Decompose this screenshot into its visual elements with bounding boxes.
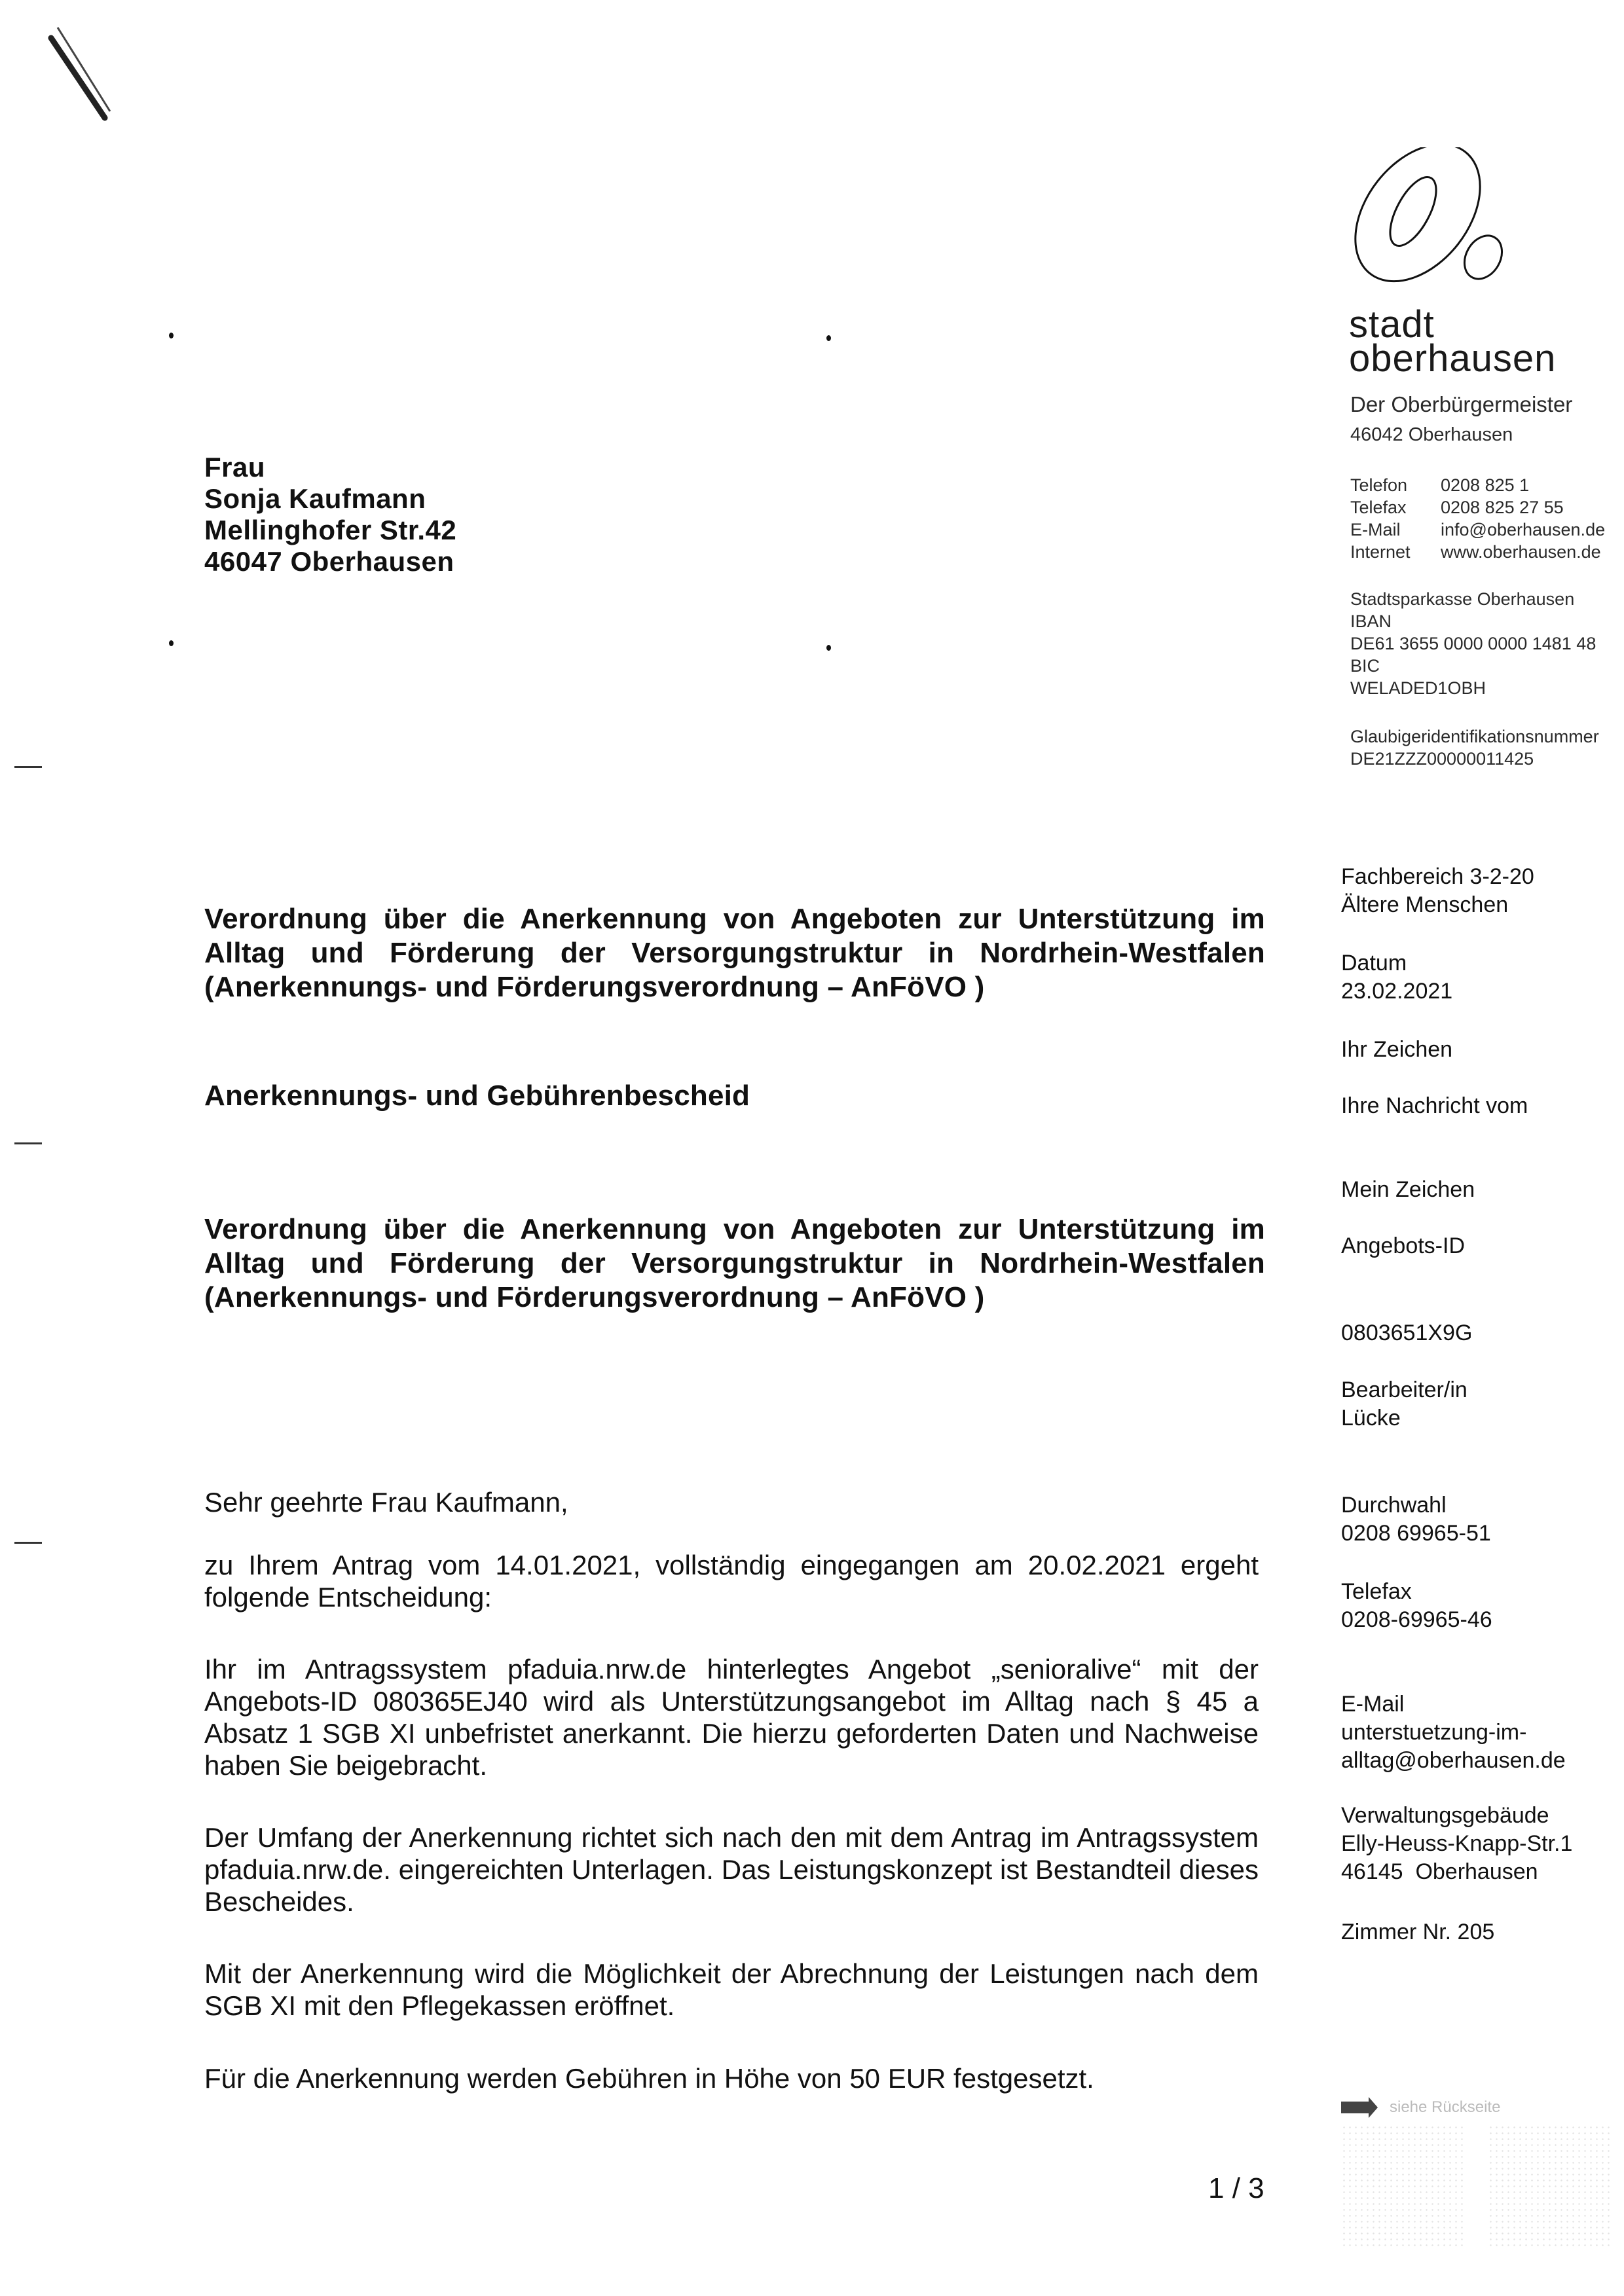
creditor-label: Glaubigeridentifikationsnummer bbox=[1350, 727, 1599, 746]
fold-mark bbox=[826, 335, 831, 341]
arrow-right-icon bbox=[1341, 2102, 1369, 2113]
fax-label: Telefax bbox=[1341, 1579, 1412, 1604]
iban-label: IBAN bbox=[1350, 611, 1392, 631]
contact-email-link[interactable]: info@oberhausen.de bbox=[1441, 520, 1606, 539]
paragraph-1-text: zu Ihrem Antrag vom 14.01.2021, vollständig eingegangen am 20.02.2021 ergeht folgende Entscheidung: bbox=[204, 1550, 1259, 1613]
creditor-value: DE21ZZZ00000011425 bbox=[1350, 749, 1534, 769]
email-label: E-Mail bbox=[1341, 1692, 1405, 1717]
building-block bbox=[1341, 1802, 1572, 1886]
clerk-block bbox=[1341, 1376, 1467, 1432]
room-number: Zimmer Nr. 205 bbox=[1341, 1920, 1495, 1944]
scan-noise bbox=[1488, 2124, 1612, 2249]
notice-title: Anerkennungs- und Gebührenbescheid bbox=[204, 1080, 750, 1112]
direct-dial-value: 0208 69965-51 bbox=[1341, 1521, 1491, 1546]
punch-mark bbox=[14, 1142, 42, 1144]
offer-id-value: 0803651X9G bbox=[1341, 1321, 1473, 1345]
department-block bbox=[1341, 863, 1534, 919]
clerk-label: Bearbeiter/in bbox=[1341, 1377, 1467, 1402]
recipient-name: Sonja Kaufmann bbox=[204, 483, 426, 514]
paragraph-4 bbox=[204, 1958, 1259, 2022]
date-label: Datum bbox=[1341, 951, 1407, 975]
bic-value: WELADED1OBH bbox=[1350, 678, 1486, 698]
fax-value: 0208-69965-46 bbox=[1341, 1607, 1492, 1632]
direct-dial-block bbox=[1341, 1491, 1491, 1548]
staple-mark-icon bbox=[39, 13, 118, 124]
contact-label: Telefax bbox=[1350, 498, 1407, 517]
brand-line-2: oberhausen bbox=[1349, 337, 1557, 380]
building-city: 46145 Oberhausen bbox=[1341, 1859, 1538, 1884]
department-sub: Ältere Menschen bbox=[1341, 892, 1509, 917]
recipient-address bbox=[204, 452, 456, 577]
recipient-salutation: Frau bbox=[204, 452, 266, 483]
greeting-text: Sehr geehrte Frau Kaufmann, bbox=[204, 1487, 568, 1518]
email-line-2: alltag@oberhausen.de bbox=[1341, 1748, 1566, 1773]
regulation-title-2: Verordnung über die Anerkennung von Angeboten zur Unterstützung im Alltag und Förderung der Versorgungstruktur in Nordrhein-Westfalen (Anerkennungs- und Förderungsverordnung – AnFöVO ) bbox=[204, 1213, 1265, 1313]
contact-fax: 0208 825 27 55 bbox=[1441, 498, 1564, 517]
email-line-1: unterstuetzung-im- bbox=[1341, 1720, 1527, 1745]
see-back-label: siehe Rückseite bbox=[1390, 2098, 1501, 2116]
offer-id-label: Angebots-ID bbox=[1341, 1233, 1465, 1258]
direct-dial-label: Durchwahl bbox=[1341, 1493, 1447, 1518]
paragraph-4-text: Mit der Anerkennung wird die Möglichkeit der Abrechnung der Leistungen nach dem SGB XI mit den Pflegekassen eröffnet. bbox=[204, 1958, 1259, 2021]
punch-mark bbox=[14, 766, 42, 768]
paragraph-5-text: Für die Anerkennung werden Gebühren in Höhe von 50 EUR festgesetzt. bbox=[204, 2063, 1094, 2094]
paragraph-3-text: Der Umfang der Anerkennung richtet sich nach den mit dem Antrag im Antragssystem pfaduia.nrw.de. eingereichten Unterlagen. Das Leistungskonzept ist Bestandteil dieses Bescheides. bbox=[204, 1822, 1259, 1917]
paragraph-3 bbox=[204, 1821, 1259, 1918]
paragraph-2-text: Ihr im Antragssystem pfaduia.nrw.de hinterlegtes Angebot „senioralive“ mit der Angebots-ID 080365EJ40 wird als Unterstützungsangebot im Alltag nach § 45 a Absatz 1 SGB XI unbefristet anerkannt. Die hierzu geforderten Daten und Nachweise haben Sie beigebracht. bbox=[204, 1654, 1259, 1781]
city-brand bbox=[1349, 303, 1557, 380]
clerk-name: Lücke bbox=[1341, 1406, 1401, 1430]
my-ref-label: Mein Zeichen bbox=[1341, 1177, 1475, 1202]
contact-phone: 0208 825 1 bbox=[1441, 475, 1530, 495]
scan-noise bbox=[1341, 2124, 1466, 2249]
email-link[interactable] bbox=[1341, 1719, 1566, 1775]
contact-label: Internet bbox=[1350, 542, 1411, 562]
sender-office bbox=[1350, 392, 1572, 448]
date-value: 23.02.2021 bbox=[1341, 979, 1453, 1004]
building-street: Elly-Heuss-Knapp-Str.1 bbox=[1341, 1831, 1573, 1856]
contact-label: E-Mail bbox=[1350, 520, 1401, 539]
fax-block bbox=[1341, 1578, 1492, 1634]
email-block bbox=[1341, 1690, 1566, 1775]
paragraph-5 bbox=[204, 2062, 1259, 2094]
recipient-street: Mellinghofer Str.42 bbox=[204, 515, 457, 545]
fold-mark bbox=[169, 333, 174, 338]
fold-mark bbox=[169, 640, 174, 646]
sender-contact bbox=[1350, 474, 1605, 563]
office-zip: 46042 Oberhausen bbox=[1350, 424, 1513, 445]
contact-label: Telefon bbox=[1350, 475, 1408, 495]
recipient-city: 46047 Oberhausen bbox=[204, 546, 454, 577]
your-message-label: Ihre Nachricht vom bbox=[1341, 1093, 1528, 1118]
department: Fachbereich 3-2-20 bbox=[1341, 864, 1534, 889]
iban-value: DE61 3655 0000 0000 1481 48 bbox=[1350, 634, 1596, 653]
brand-line-1: stadt bbox=[1349, 303, 1435, 346]
your-ref-label: Ihr Zeichen bbox=[1341, 1037, 1453, 1062]
office-name: Der Oberbürgermeister bbox=[1350, 392, 1573, 416]
oberhausen-logo-icon bbox=[1349, 147, 1519, 288]
bic-label: BIC bbox=[1350, 656, 1380, 676]
fold-mark bbox=[826, 645, 831, 651]
date-block bbox=[1341, 949, 1452, 1006]
bank-name: Stadtsparkasse Oberhausen bbox=[1350, 589, 1575, 609]
see-back-note bbox=[1341, 2098, 1500, 2117]
creditor-id bbox=[1350, 725, 1599, 770]
contact-website-link[interactable]: www.oberhausen.de bbox=[1441, 542, 1601, 562]
building-label: Verwaltungsgebäude bbox=[1341, 1803, 1549, 1828]
regulation-title-1: Verordnung über die Anerkennung von Angeboten zur Unterstützung im Alltag und Förderung der Versorgungstruktur in Nordrhein-Westfalen (Anerkennungs- und Förderungsverordnung – AnFöVO ) bbox=[204, 903, 1265, 1003]
page-number: 1 / 3 bbox=[1208, 2172, 1264, 2204]
paragraph-1 bbox=[204, 1549, 1259, 1613]
paragraph-2 bbox=[204, 1653, 1259, 1781]
punch-mark bbox=[14, 1542, 42, 1544]
bank-details bbox=[1350, 588, 1624, 699]
greeting bbox=[204, 1486, 1259, 1518]
